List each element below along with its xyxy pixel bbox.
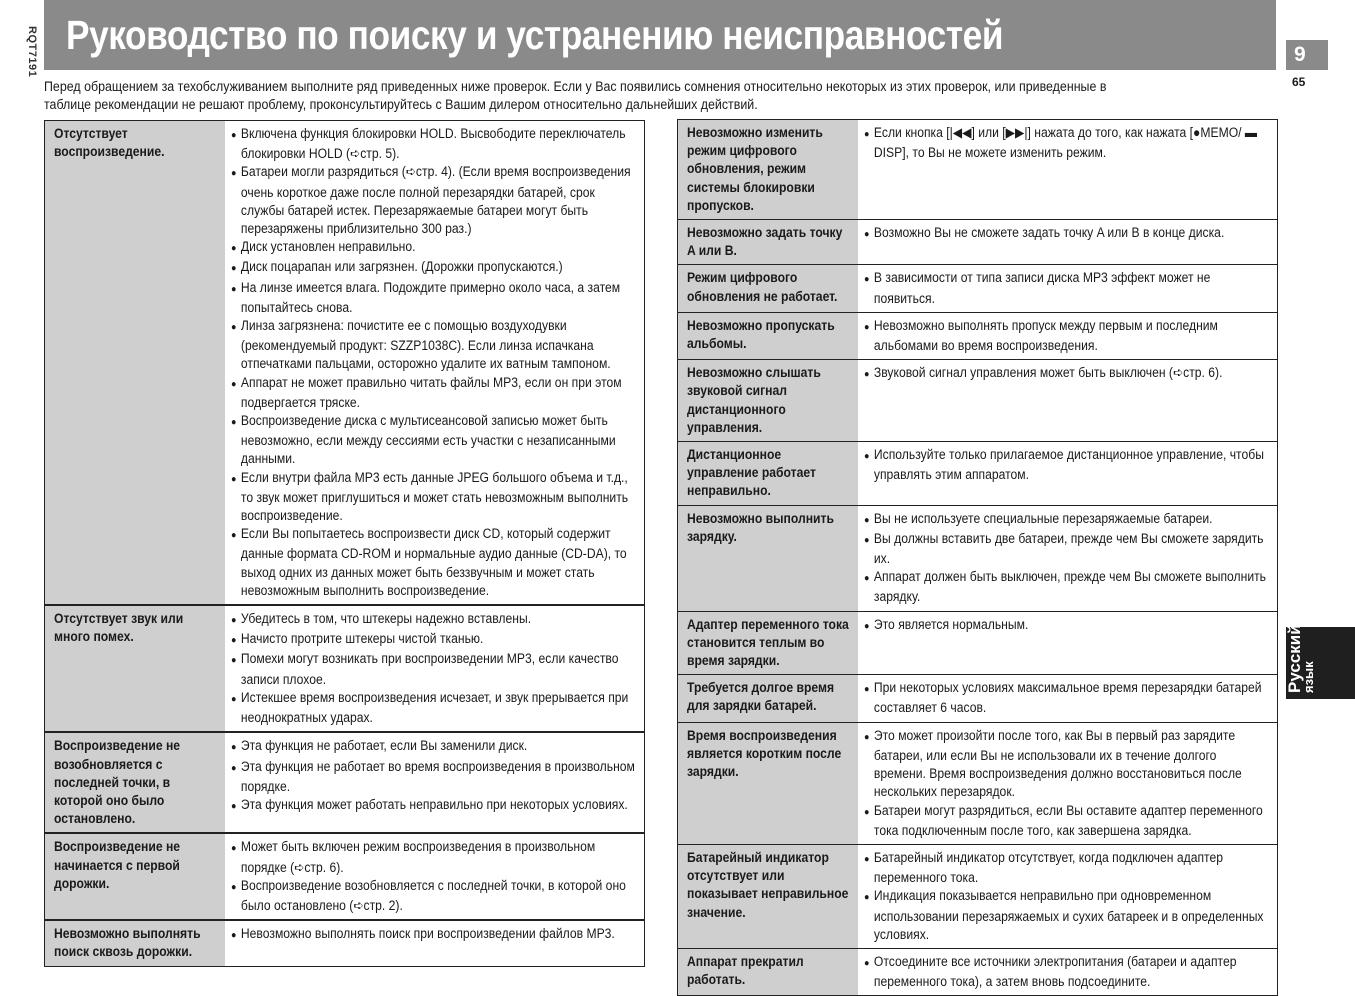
solution-list bbox=[864, 317, 1271, 355]
solution-cell bbox=[858, 265, 1278, 312]
list-item: ● Невозможно выполнять пропуск между первым и последним альбомами во время воспроизведения. bbox=[864, 317, 1271, 355]
problem-cell bbox=[678, 265, 858, 312]
document-code: RQT7191 bbox=[26, 26, 38, 78]
intro-text: Перед обращением за техобслуживанием выполните ряд приведенных ниже проверок. Если у Вас появились сомнения относительно некоторых из этих проверок, или приведенные в таблице рекомендации не решают проблему, проконсультируйтесь с Вашим дилером относительно дальнейших действий. bbox=[44, 79, 1107, 112]
problem-cell bbox=[678, 360, 858, 442]
solution-cell bbox=[858, 505, 1278, 611]
table-row bbox=[45, 121, 645, 606]
solution-cell bbox=[858, 442, 1278, 506]
problem-cell bbox=[678, 120, 858, 220]
table-row bbox=[45, 732, 645, 833]
solution-list bbox=[864, 446, 1271, 484]
solution-list bbox=[864, 849, 1271, 944]
list-item: ● Возможно Вы не сможете задать точку A или B в конце диска. bbox=[864, 224, 1271, 244]
solution-list bbox=[864, 224, 1271, 244]
problem-cell bbox=[678, 312, 858, 359]
problem-text: Аппарат прекратил работать. bbox=[687, 953, 804, 988]
solution-wrapper bbox=[231, 737, 638, 816]
solution-list bbox=[231, 610, 638, 727]
solution-cell bbox=[858, 360, 1278, 442]
list-item: ● Воспроизведение диска с мультисеансовой записью может быть невозможно, если между сессиями есть участки с незаписанными данными. bbox=[231, 412, 638, 469]
page-title: Руководство по поиску и устранению неисправностей bbox=[66, 12, 1004, 58]
list-item: ● Диск установлен неправильно. bbox=[231, 238, 638, 258]
language-tab-text bbox=[1285, 624, 1348, 693]
solution-list bbox=[231, 737, 638, 816]
table-row bbox=[678, 360, 1278, 442]
solution-wrapper bbox=[864, 616, 1271, 636]
list-item: ● При некоторых условиях максимальное время перезарядки батарей составляет 6 часов. bbox=[864, 679, 1271, 717]
solution-wrapper bbox=[231, 125, 638, 600]
problem-cell bbox=[678, 505, 858, 611]
solution-cell bbox=[858, 675, 1278, 722]
list-item: ● Это может произойти после того, как Вы в первый раз зарядите батареи, или если Вы не использовали их в течение долгого времени. Время воспроизведения должно восстановиться после нескольких перезарядок. bbox=[864, 727, 1271, 802]
solution-cell bbox=[225, 605, 645, 732]
solution-wrapper bbox=[864, 124, 1271, 162]
solution-cell bbox=[225, 121, 645, 606]
language-tab-line2: язык bbox=[1301, 661, 1316, 693]
list-item: ● Это является нормальным. bbox=[864, 616, 1271, 636]
table-row bbox=[678, 611, 1278, 675]
solution-list bbox=[864, 269, 1271, 307]
list-item: ● Эта функция не работает во время воспроизведения в произвольном порядке. bbox=[231, 758, 638, 796]
table-row bbox=[678, 220, 1278, 265]
table-row bbox=[45, 920, 645, 966]
table-row bbox=[678, 505, 1278, 611]
problem-text: Невозможно изменить режим цифрового обновления, режим системы блокировки пропусков. bbox=[687, 125, 823, 213]
solution-list bbox=[864, 364, 1271, 384]
table-row bbox=[678, 948, 1278, 995]
solution-wrapper bbox=[231, 838, 638, 915]
solution-list bbox=[864, 510, 1271, 607]
problem-cell bbox=[678, 611, 858, 675]
table-row bbox=[45, 833, 645, 920]
list-item: ● Включена функция блокировки HOLD. Высвободите переключатель блокировки HOLD (➪стр. 5). bbox=[231, 125, 638, 163]
table-row bbox=[45, 605, 645, 732]
list-item: ● Эта функция не работает, если Вы заменили диск. bbox=[231, 737, 638, 757]
list-item: ● Индикация показывается неправильно при одновременном использовании перезаряжаемых и сухих батареек и в определенных условиях. bbox=[864, 887, 1271, 944]
problem-cell bbox=[678, 675, 858, 722]
problem-cell bbox=[45, 833, 225, 920]
list-item: ● Отсоедините все источники электропитания (батареи и адаптер переменного тока), а затем вновь подсоедините. bbox=[864, 953, 1271, 991]
solution-list bbox=[864, 124, 1271, 162]
list-item: ● Линза загрязнена: почистите ее с помощью воздуходувки (рекомендуемый продукт: SZZP1038C). Если линза испачкана отпечатками пальцами, осторожно удалите их ватным тампоном. bbox=[231, 317, 638, 374]
solution-cell bbox=[858, 948, 1278, 995]
table-row bbox=[678, 442, 1278, 506]
problem-cell bbox=[45, 121, 225, 606]
language-tab bbox=[1285, 624, 1355, 699]
list-item: ● Батареи могли разрядиться (➪стр. 4). (Если время воспроизведения очень короткое даже после полной перезарядки батарей, срок службы батарей истек. Перезаряжаемые батареи могут быть перезаряжены приблизительно 300 раз.) bbox=[231, 163, 638, 238]
problem-cell bbox=[678, 442, 858, 506]
solution-list bbox=[864, 727, 1271, 840]
solution-list bbox=[864, 679, 1271, 717]
problem-cell bbox=[45, 605, 225, 732]
solution-wrapper bbox=[864, 364, 1271, 384]
list-item: ● Невозможно выполнять поиск при воспроизведении файлов MP3. bbox=[231, 925, 638, 945]
solution-wrapper bbox=[864, 510, 1271, 607]
page-number: 9 bbox=[1286, 40, 1328, 70]
solution-list bbox=[231, 925, 638, 945]
problem-text: Невозможно задать точку A или B. bbox=[687, 225, 843, 259]
list-item: ● Может быть включен режим воспроизведения в произвольном порядке (➪стр. 6). bbox=[231, 838, 638, 876]
solution-list bbox=[864, 616, 1271, 636]
list-item: ● Если внутри файла MP3 есть данные JPEG большого объема и т.д., то звук может приглушиться и может стать невозможным выполнить воспроизведение. bbox=[231, 469, 638, 526]
problem-cell bbox=[678, 220, 858, 265]
solution-wrapper bbox=[864, 849, 1271, 944]
list-item: ● Аппарат должен быть выключен, прежде чем Вы сможете выполнить зарядку. bbox=[864, 568, 1271, 606]
list-item: ● Убедитесь в том, что штекеры надежно вставлены. bbox=[231, 610, 638, 630]
solution-wrapper bbox=[231, 925, 638, 945]
problem-text: Режим цифрового обновления не работает. bbox=[687, 270, 838, 304]
solution-wrapper bbox=[864, 269, 1271, 307]
problem-text: Невозможно слышать звуковой сигнал дистанционного управления. bbox=[687, 365, 821, 435]
troubleshooting-table-right bbox=[677, 119, 1278, 996]
list-item: ● Батарейный индикатор отсутствует, когда подключен адаптер переменного тока. bbox=[864, 849, 1271, 887]
solution-cell bbox=[858, 120, 1278, 220]
problem-text: Невозможно выполнять поиск сквозь дорожки. bbox=[54, 926, 201, 960]
problem-text: Батарейный индикатор отсутствует или показывает неправильное значение. bbox=[687, 849, 849, 920]
solution-wrapper bbox=[864, 727, 1271, 840]
problem-cell bbox=[678, 722, 858, 844]
solution-wrapper bbox=[864, 679, 1271, 717]
problem-cell bbox=[678, 948, 858, 995]
problem-cell bbox=[678, 844, 858, 948]
list-item: ● Воспроизведение возобновляется с последней точки, в которой оно было остановлено (➪стр. 2). bbox=[231, 877, 638, 915]
list-item: ● Аппарат не может правильно читать файлы MP3, если он при этом подвергается тряске. bbox=[231, 374, 638, 412]
table-row bbox=[678, 722, 1278, 844]
problem-text: Требуется долгое время для зарядки батарей. bbox=[687, 680, 835, 714]
solution-list bbox=[231, 838, 638, 915]
solution-cell bbox=[858, 611, 1278, 675]
solution-wrapper bbox=[864, 446, 1271, 484]
list-item: ● Эта функция может работать неправильно при некоторых условиях. bbox=[231, 796, 638, 816]
problem-text: Воспроизведение не возобновляется с последней точки, в которой оно было остановлено. bbox=[54, 738, 181, 827]
list-item: ● Батареи могут разрядиться, если Вы оставите адаптер переменного тока подключенным после того, как завершена зарядка. bbox=[864, 802, 1271, 840]
list-item: ● Истекшее время воспроизведения исчезает, и звук прерывается при неоднократных ударах. bbox=[231, 689, 638, 727]
list-item: ● Если кнопка [|◀◀] или [▶▶|] нажата до того, как нажата [●MEMO/ ▬ DISP], то Вы не можете изменить режим. bbox=[864, 124, 1271, 162]
solution-cell bbox=[225, 732, 645, 833]
list-item: ● Если Вы попытаетесь воспроизвести диск CD, который содержит данные формата CD-ROM и нормальные аудио данные (CD-DA), то выход одних из данных может быть беззвучным и может стать невозможным выполнить воспроизведение. bbox=[231, 525, 638, 600]
page-sub-number: 65 bbox=[1292, 75, 1306, 89]
solution-cell bbox=[858, 722, 1278, 844]
problem-text: Воспроизведение не начинается с первой дорожки. bbox=[54, 839, 181, 891]
problem-text: Отсутствует звук или много помех. bbox=[54, 611, 184, 645]
list-item: ● Звуковой сигнал управления может быть выключен (➪стр. 6). bbox=[864, 364, 1271, 384]
list-item: ● Начисто протрите штекеры чистой тканью. bbox=[231, 630, 638, 650]
list-item: ● Вы не используете специальные перезаряжаемые батареи. bbox=[864, 510, 1271, 530]
list-item: ● Помехи могут возникать при воспроизведении MP3, если качество записи плохое. bbox=[231, 650, 638, 688]
list-item: ● На линзе имеется влага. Подождите примерно около часа, а затем попытайтесь снова. bbox=[231, 279, 638, 317]
solution-cell bbox=[858, 844, 1278, 948]
problem-text: Время воспроизведения является коротким после зарядки. bbox=[687, 727, 842, 780]
solution-list bbox=[864, 953, 1271, 991]
table-row bbox=[678, 844, 1278, 948]
list-item: ● В зависимости от типа записи диска MP3 эффект может не появиться. bbox=[864, 269, 1271, 307]
problem-text: Невозможно пропускать альбомы. bbox=[687, 317, 835, 352]
problem-text: Адаптер переменного тока становится теплым во время зарядки. bbox=[687, 616, 849, 669]
solution-wrapper bbox=[864, 953, 1271, 991]
solution-wrapper bbox=[864, 317, 1271, 355]
solution-wrapper bbox=[864, 224, 1271, 244]
table-row bbox=[678, 120, 1278, 220]
solution-cell bbox=[225, 920, 645, 966]
solution-cell bbox=[225, 833, 645, 920]
table-row bbox=[678, 265, 1278, 312]
troubleshooting-table-left bbox=[44, 120, 645, 967]
list-item: ● Используйте только прилагаемое дистанционное управление, чтобы управлять этим аппаратом. bbox=[864, 446, 1271, 484]
problem-text: Дистанционное управление работает неправильно. bbox=[687, 447, 816, 499]
solution-cell bbox=[858, 220, 1278, 265]
title-bar bbox=[44, 0, 1276, 70]
problem-text: Отсутствует воспроизведение. bbox=[54, 126, 165, 160]
solution-list bbox=[231, 125, 638, 600]
solution-cell bbox=[858, 312, 1278, 359]
problem-cell bbox=[45, 732, 225, 833]
list-item: ● Вы должны вставить две батареи, прежде чем Вы сможете зарядить их. bbox=[864, 530, 1271, 568]
solution-wrapper bbox=[231, 610, 638, 727]
problem-cell bbox=[45, 920, 225, 966]
list-item: ● Диск поцарапан или загрязнен. (Дорожки пропускаются.) bbox=[231, 258, 638, 278]
table-row bbox=[678, 675, 1278, 722]
language-tab-line1: Русский bbox=[1285, 624, 1304, 693]
problem-text: Невозможно выполнить зарядку. bbox=[687, 510, 834, 544]
table-row bbox=[678, 312, 1278, 359]
